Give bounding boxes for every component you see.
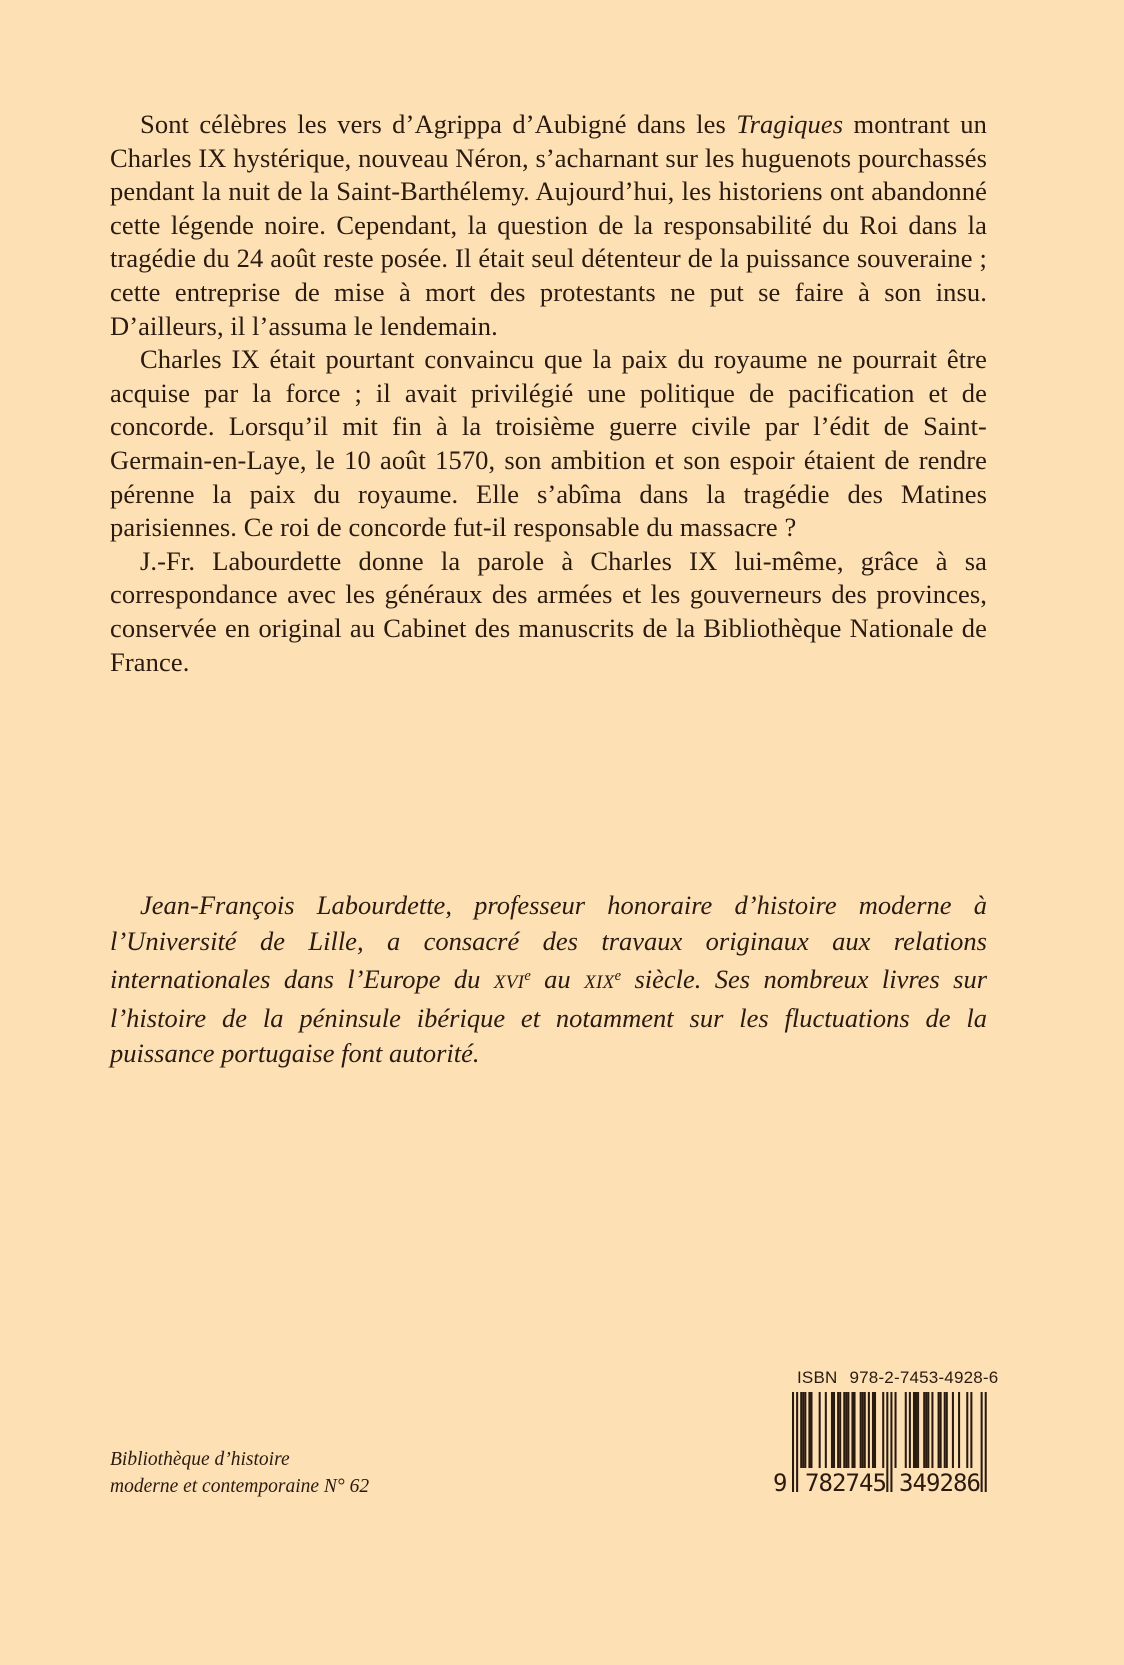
blurb-paragraph-2: Charles IX était pourtant convaincu que la paix du royaume ne pourrait être acquise par la force ; il avait privilégié une politique de pacification et de concorde. Lorsqu’il mit fin à la troisième guerre civile par l’édit de Saint-Germain-en-Laye, le 10 août 1570, son ambition et son espoir étaient de rendre pérenne la paix du royaume. Elle s’abîma dans la tragédie des Matines parisiennes. Ce roi de concorde fut-il responsable du massacre ? [110, 344, 987, 543]
barcode-bar [845, 1392, 847, 1468]
barcode-bar [882, 1392, 884, 1468]
barcode-guard-bar [890, 1392, 892, 1492]
barcode-bar [874, 1392, 876, 1468]
barcode-bar [800, 1392, 802, 1468]
blurb-paragraph-1 [110, 108, 987, 343]
superscript-e: e [614, 968, 622, 984]
bio-text-1: Jean-François Labourdette, professeur honoraire d’histoire moderne à l’Université de Lille, a consacré des travaux originaux aux relations internationales dans l’Europe du [110, 890, 987, 995]
barcode-bar [895, 1392, 897, 1468]
isbn-block [770, 1368, 999, 1498]
barcode-left-digits: 782745 [805, 1469, 887, 1496]
isbn-prefix: ISBN [797, 1368, 838, 1387]
barcode-bar [862, 1392, 864, 1468]
barcode-bar [938, 1392, 940, 1468]
century-xvi: XVI [493, 972, 525, 994]
barcode-right-digits: 349286 [899, 1469, 981, 1496]
barcode-bar [831, 1392, 833, 1468]
barcode-bar [970, 1392, 972, 1468]
barcode-bar [860, 1392, 862, 1468]
blurb-paragraph-3: J.-Fr. Labourdette donne la parole à Charles IX lui-même, grâce à sa correspondance avec les généraux des armées et les gouverneurs des provinces, conservée en original au Cabinet des manuscrits de la Bibliothèque Nationale de France. [110, 545, 987, 677]
barcode-bar [802, 1392, 804, 1468]
barcode-bar [851, 1392, 853, 1468]
barcode-bar [864, 1392, 866, 1468]
barcode-guard-bar [985, 1392, 987, 1492]
blurb [110, 108, 987, 679]
barcode-bar [958, 1392, 960, 1468]
isbn-number: 978-2-7453-4928-6 [849, 1368, 999, 1387]
barcode-bar [952, 1392, 954, 1468]
barcode-bar [868, 1392, 870, 1468]
blurb-p1-start: Sont célèbres les vers d’Agrippa d’Aubigné dans les [140, 109, 737, 139]
century-xix: XIX [584, 972, 615, 994]
barcode-bar [931, 1392, 933, 1468]
barcode-bar [966, 1392, 968, 1468]
barcode-bar [905, 1392, 907, 1468]
barcode-guard-bar [792, 1392, 794, 1492]
barcode-first-digit: 9 [773, 1469, 788, 1496]
bio-text-2: au [530, 964, 585, 995]
barcode-bar [833, 1392, 835, 1468]
bio-text-3: siècle. Ses nombreux livres sur l’histoire de la péninsule ibérique et notamment sur les fluctuations de la puissance portugaise font autorité. [110, 964, 988, 1069]
barcode-guard-bar [796, 1392, 798, 1492]
barcode-bar [913, 1392, 915, 1468]
barcode-bar [843, 1392, 845, 1468]
superscript-e: e [524, 968, 531, 984]
isbn-label [797, 1368, 998, 1388]
author-bio [110, 888, 987, 1072]
barcode-bar [810, 1392, 812, 1468]
series-line-1: Bibliothèque d’histoire [110, 1449, 290, 1470]
barcode-bar [925, 1392, 927, 1468]
barcode-bar [909, 1392, 911, 1468]
series-line-2: moderne et contemporaine N° 62 [110, 1476, 370, 1497]
barcode-bar [946, 1392, 948, 1468]
work-title: Tragiques [736, 109, 844, 139]
barcode-bar [819, 1392, 821, 1468]
barcode-bar [847, 1392, 849, 1468]
barcode-bar [804, 1392, 806, 1468]
barcode-bar [839, 1392, 841, 1468]
barcode-bar [872, 1392, 874, 1468]
blurb-p1-end: montrant un Charles IX hystérique, nouveau Néron, s’acharnant sur les huguenots pourchassés pendant la nuit de la Saint-Barthélemy. Aujourd’hui, les historiens ont abandonné cette légende noire. Cependant, la question de la responsabilité du Roi dans la tragédie du 24 août reste posée. Il était seul détenteur de la puissance souveraine ; cette entreprise de mise à mort des protestants ne put se faire à son insu. D’ailleurs, il l’assuma le lendemain. [110, 109, 988, 341]
barcode-bar [940, 1392, 942, 1468]
barcode-bar [808, 1392, 810, 1468]
author-bio-paragraph [110, 888, 987, 1072]
barcode [770, 1392, 995, 1496]
barcode-bar [825, 1392, 827, 1468]
barcode-bar [927, 1392, 929, 1468]
series-info [110, 1446, 369, 1500]
barcode-bar [917, 1392, 919, 1468]
barcode-bar [923, 1392, 925, 1468]
barcode-bar [944, 1392, 946, 1468]
barcode-bar [837, 1392, 839, 1468]
barcode-bar [854, 1392, 856, 1468]
barcode-bar [915, 1392, 917, 1468]
